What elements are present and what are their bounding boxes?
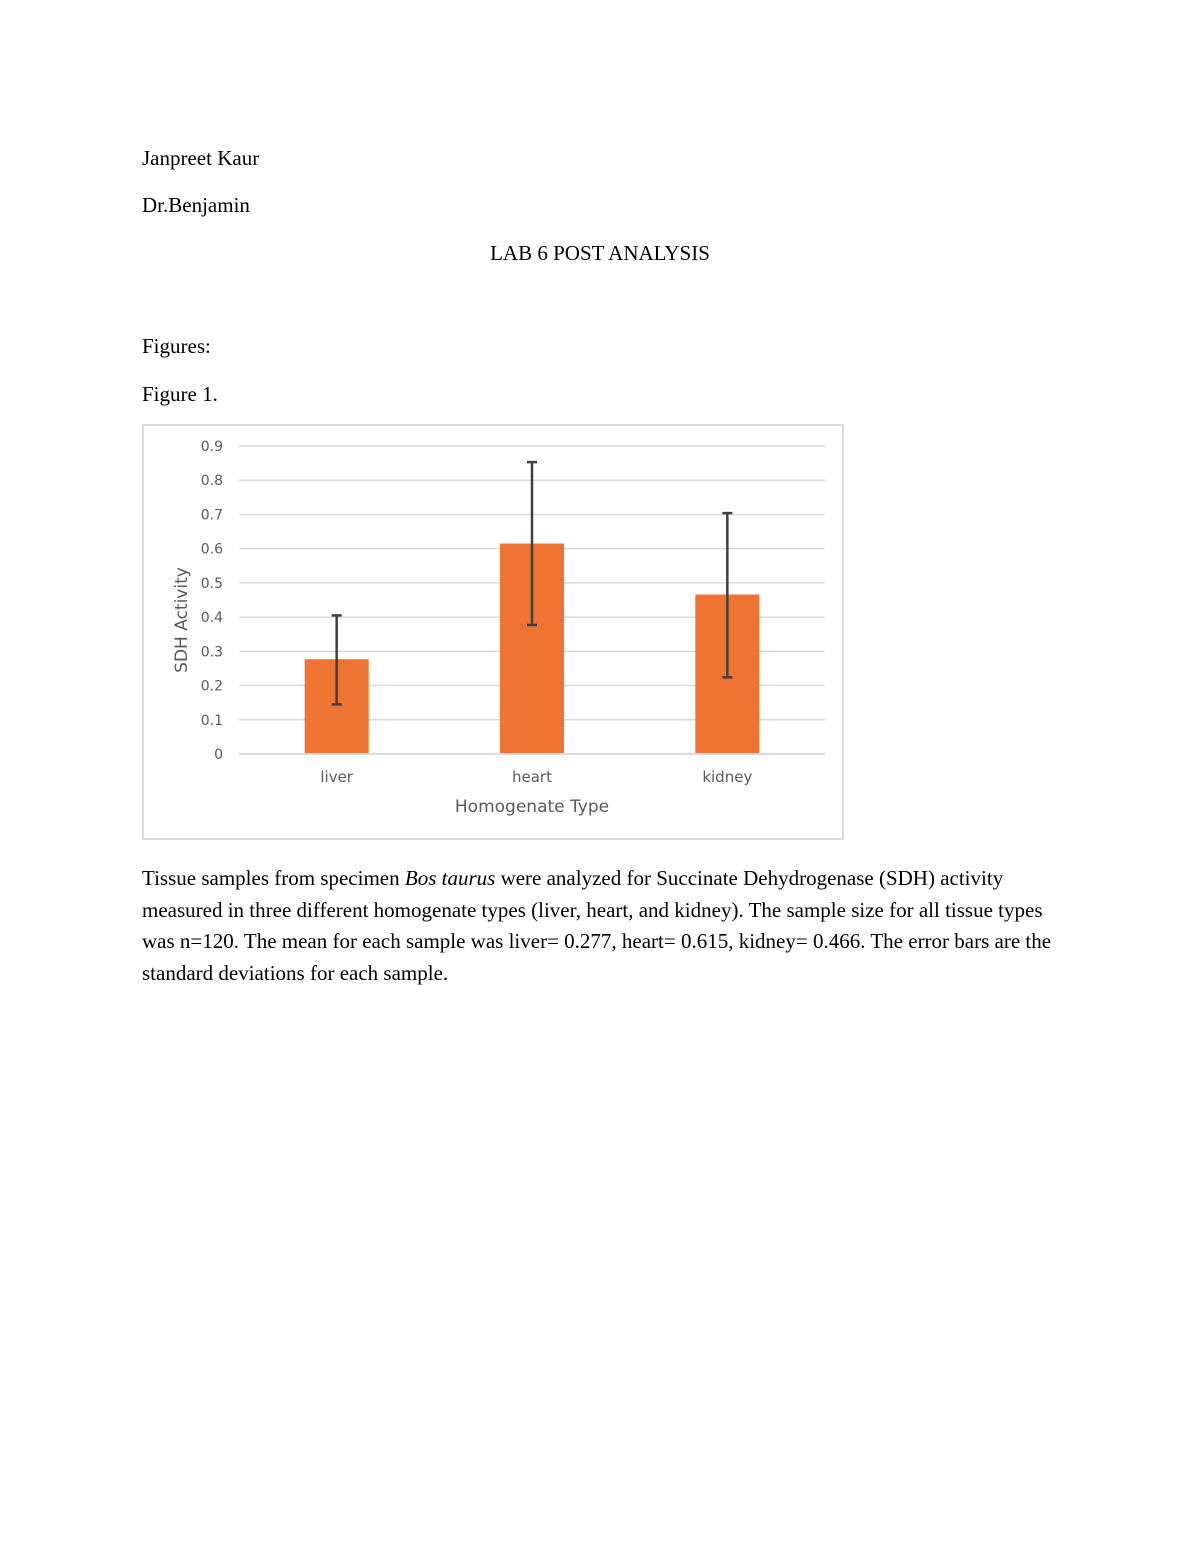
caption-text-start: Tissue samples from specimen	[142, 866, 405, 890]
caption-species: Bos taurus	[404, 866, 496, 890]
y-tick-label: 0.6	[200, 541, 223, 558]
y-tick-label: 0.9	[200, 439, 223, 455]
y-tick-label: 0.5	[200, 575, 223, 592]
y-tick-label: 0.2	[200, 678, 223, 695]
x-tick-label: liver	[320, 768, 353, 786]
author-name: Janpreet Kaur	[142, 146, 260, 170]
x-tick-label: heart	[512, 768, 552, 786]
instructor-name: Dr.Benjamin	[142, 193, 250, 217]
figure-label: Figure 1.	[142, 382, 218, 406]
y-tick-label: 0.1	[200, 712, 223, 729]
y-tick-label: 0	[214, 747, 223, 763]
y-tick-label: 0.7	[200, 507, 223, 524]
x-axis-title: Homogenate Type	[454, 797, 610, 817]
figure-caption	[142, 863, 1062, 989]
y-tick-label: 0.3	[200, 644, 223, 661]
x-tick-label: kidney	[702, 768, 753, 786]
document-title: LAB 6 POST ANALYSIS	[490, 241, 710, 265]
chart-frame	[142, 424, 844, 840]
y-tick-label: 0.8	[200, 473, 223, 490]
y-tick-label: 0.4	[200, 610, 223, 627]
bar-chart	[144, 426, 842, 838]
caption-text-end: were analyzed for Succinate Dehydrogenase (SDH) activity measured in three different homogenate types (liver, heart, and kidney). The sample size for all tissue types was n=120. The mean for each sample was liver= 0.277, heart= 0.615, kidney= 0.466. The error bars are the standard deviations for each sample.	[142, 866, 1052, 985]
figures-heading: Figures:	[142, 334, 211, 358]
y-axis-title: SDH Activity	[172, 567, 192, 673]
